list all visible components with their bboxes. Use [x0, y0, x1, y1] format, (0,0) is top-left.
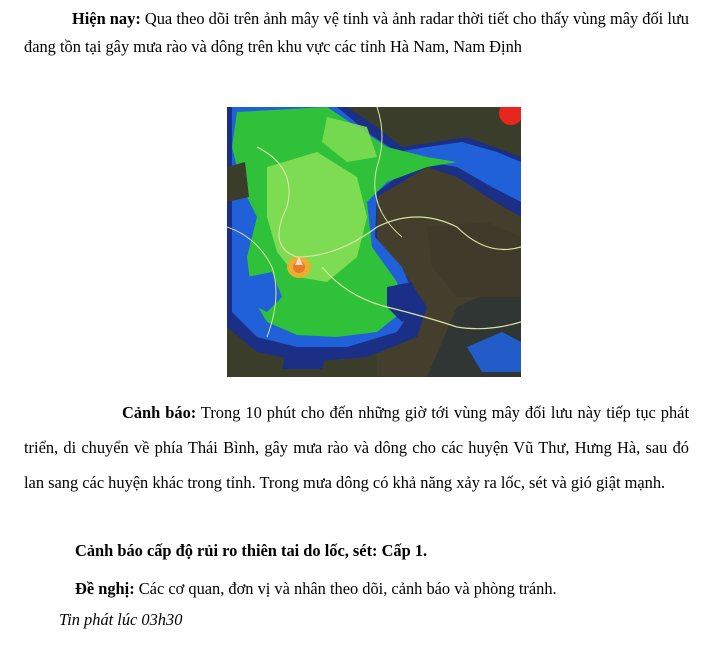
warning-paragraph	[24, 395, 689, 500]
warning-label: Cảnh báo:	[122, 403, 197, 422]
current-label: Hiện nay:	[72, 9, 141, 28]
warning-text: Trong 10 phút cho đến những giờ tới vùng mây đối lưu này tiếp tục phát triển, di chuyển về phía Thái Bình, gây mưa rào và dông cho các huyện Vũ Thư, Hưng Hà, sau đó lan sang các huyện khác trong tỉnh. Trong mưa dông có khả năng xảy ra lốc, sét và gió giật mạnh.	[24, 403, 689, 492]
radar-map-svg	[227, 107, 521, 377]
current-situation-paragraph	[24, 5, 689, 61]
current-text: Qua theo dõi trên ảnh mây vệ tinh và ảnh radar thời tiết cho thấy vùng mây đối lưu đang tồn tại gây mưa rào và dông trên khu vực các tỉnh Hà Nam, Nam Định	[24, 9, 689, 56]
radar-map-image	[227, 107, 521, 377]
issued-time: Tin phát lúc 03h30	[59, 610, 183, 629]
recommendation-label: Đề nghị:	[75, 579, 135, 598]
risk-level-paragraph: Cảnh báo cấp độ rủi ro thiên tai do lốc, sét: Cấp 1.	[75, 541, 428, 560]
recommendation-text: Các cơ quan, đơn vị và nhân theo dõi, cảnh báo và phòng tránh.	[134, 579, 557, 598]
recommendation-paragraph	[75, 575, 695, 603]
